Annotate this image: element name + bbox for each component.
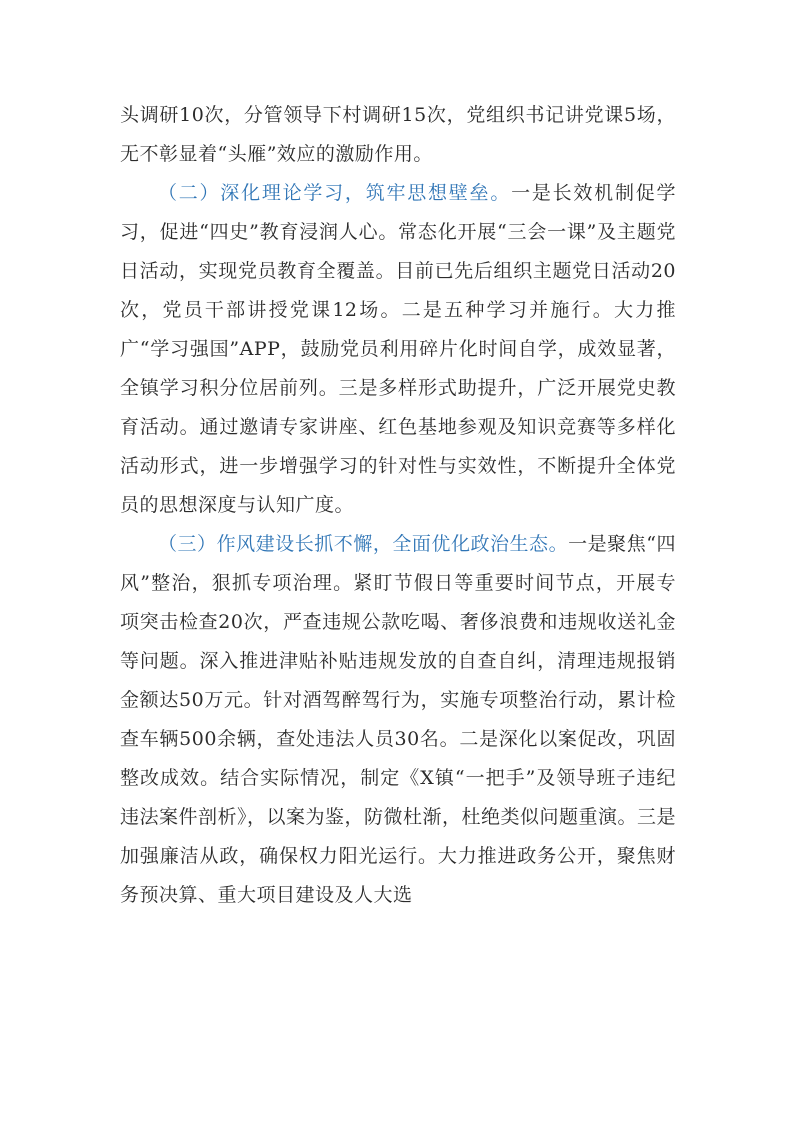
paragraph-text: 一是聚焦“四风”整治，狠抓专项治理。紧盯节假日等重要时间节点，开展专项突击检查20次，严查违规公款吃喝、奢侈浪费和违规收送礼金等问题。深入推进津贴补贴违规发放的自查自纠，清理违规报销金额达50万元。针对酒驾醉驾行为，实施专项整治行动，累计检查车辆500余辆，查处违法人员30名。二是深化以案促改，巩固整改成效。结合实际情况，制定《X镇“一把手”及领导班子违纪违法案件剖析》，以案为鉴，防微杜渐，杜绝类似问题重演。三是加强廉洁从政，确保权力阳光运行。大力推进政务公开，聚焦财务预决算、重大项目建设及人大选 (120, 533, 677, 906)
paragraph-text: 一是长效机制促学习，促进“四史”教育浸润人心。常态化开展“三会一课”及主题党日活动，实现党员教育全覆盖。目前已先后组织主题党日活动20次，党员干部讲授党课12场。二是五种学习并施行。大力推广“学习强国”APP，鼓励党员利用碎片化时间自学，成效显著，全镇学习积分位居前列。三是多样形式助提升，广泛开展党史教育活动。通过邀请专家讲座、红色基地参观及知识竞赛等多样化活动形式，进一步增强学习的针对性与实效性，不断提升全体党员的思想深度与认知广度。 (120, 182, 676, 516)
paragraph-continuation (120, 96, 676, 174)
paragraph-text: 头调研10次，分管领导下村调研15次，党组织书记讲党课5场，无不彰显着“头雁”效应的激励作用。 (120, 104, 676, 165)
section-heading-work-style: （三）作风建设长抓不懈，全面优化政治生态。 (158, 533, 569, 555)
paragraph-theory-study (120, 174, 676, 525)
section-heading-theory-study: （二）深化理论学习，筑牢思想壁垒。 (158, 182, 512, 204)
document-body (120, 96, 676, 915)
paragraph-work-style (120, 525, 676, 915)
